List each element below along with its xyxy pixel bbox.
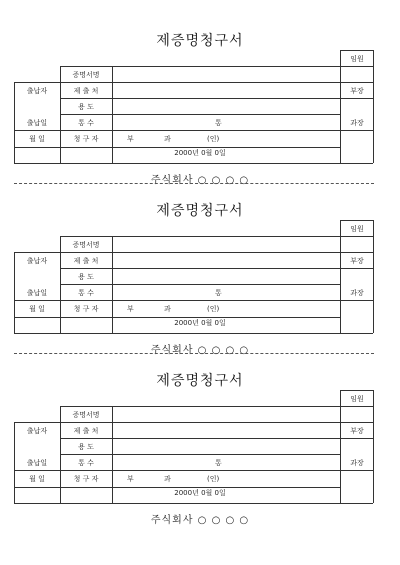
claim-form: [0, 6, 400, 186]
seal-mark: (인): [207, 475, 220, 483]
claim-form: [0, 346, 400, 526]
outgoing-date-label: 출납일: [26, 289, 48, 297]
month-day-label: 월 일: [29, 305, 45, 313]
cut-line: [14, 353, 374, 354]
company-name: 주식회사 ○ ○ ○ ○: [150, 515, 250, 526]
cert-name-label: 증명서명: [72, 411, 100, 419]
copies-label: 통 수: [78, 289, 94, 297]
date-line: 2000년 0월 0일: [174, 149, 226, 157]
department-unit: 부: [127, 135, 134, 143]
seal-mark: (인): [207, 305, 220, 313]
cert-name-label: 증명서명: [72, 241, 100, 249]
copies-unit: 통: [215, 459, 222, 467]
submit-to-label: 제 출 처: [73, 257, 99, 265]
form-title: 제증명청구서: [156, 33, 244, 49]
form-title: 제증명청구서: [156, 373, 244, 389]
company-name: 주식회사 ○ ○ ○ ○: [150, 345, 250, 356]
outgoing-date-label: 출납일: [26, 119, 48, 127]
cert-name-label: 증명서명: [72, 71, 100, 79]
outgoing-person-label: 출납자: [26, 257, 48, 265]
copies-unit: 통: [215, 119, 222, 127]
approval-section-chief: 과장: [350, 119, 364, 127]
outgoing-date-label: 출납일: [26, 459, 48, 467]
seal-mark: (인): [207, 135, 220, 143]
outgoing-person-label: 출납자: [26, 87, 48, 95]
company-name: 주식회사 ○ ○ ○ ○: [150, 175, 250, 186]
cut-line: [14, 183, 374, 184]
approval-manager: 부장: [350, 87, 364, 95]
requester-label: 청 구 자: [73, 475, 99, 483]
date-line: 2000년 0월 0일: [174, 489, 226, 497]
department-unit: 부: [127, 305, 134, 313]
approval-executive: 임원: [350, 225, 364, 233]
copies-label: 통 수: [78, 459, 94, 467]
submit-to-label: 제 출 처: [73, 87, 99, 95]
section-unit: 과: [164, 305, 171, 313]
requester-label: 청 구 자: [73, 305, 99, 313]
requester-label: 청 구 자: [73, 135, 99, 143]
claim-form: [0, 176, 400, 356]
section-unit: 과: [164, 135, 171, 143]
approval-section-chief: 과장: [350, 289, 364, 297]
outgoing-person-label: 출납자: [26, 427, 48, 435]
approval-section-chief: 과장: [350, 459, 364, 467]
purpose-label: 용 도: [78, 443, 94, 451]
form-title: 제증명청구서: [156, 203, 244, 219]
section-unit: 과: [164, 475, 171, 483]
month-day-label: 월 일: [29, 475, 45, 483]
copies-label: 통 수: [78, 119, 94, 127]
date-line: 2000년 0월 0일: [174, 319, 226, 327]
purpose-label: 용 도: [78, 273, 94, 281]
approval-manager: 부장: [350, 427, 364, 435]
approval-executive: 임원: [350, 55, 364, 63]
copies-unit: 통: [215, 289, 222, 297]
submit-to-label: 제 출 처: [73, 427, 99, 435]
approval-manager: 부장: [350, 257, 364, 265]
month-day-label: 월 일: [29, 135, 45, 143]
approval-executive: 임원: [350, 395, 364, 403]
department-unit: 부: [127, 475, 134, 483]
purpose-label: 용 도: [78, 103, 94, 111]
